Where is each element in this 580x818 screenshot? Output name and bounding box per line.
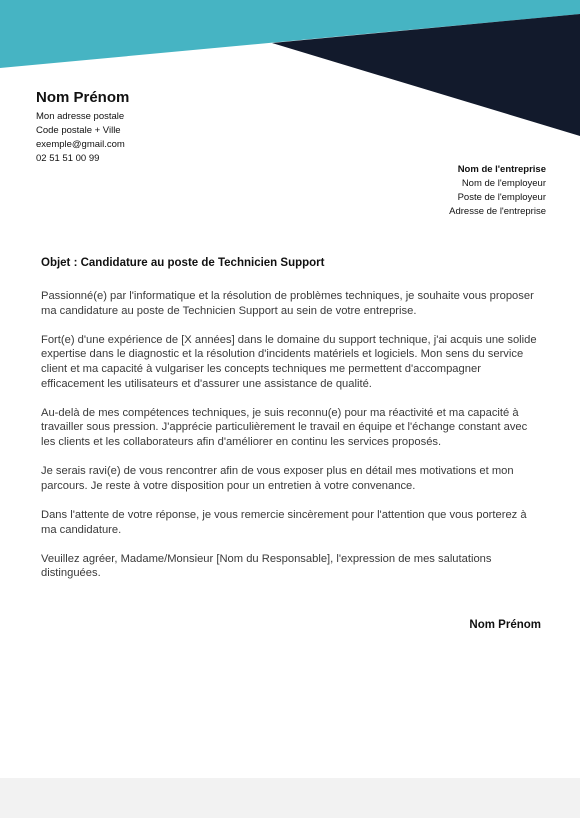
recipient-company: Nom de l'entreprise: [457, 164, 546, 175]
letter-paragraph: Fort(e) d'une expérience de [X années] dans le domaine du support technique, j'ai acquis une solide expertise dans le diagnostic et la résolution d'incidents matériels et logiciels. Mon sens du service client et ma capacité à vulgariser les concepts techniques me permettent d'accompagner efficacement les utilisateurs et d'assurer une assistance de qualité.: [41, 333, 537, 390]
letter-paragraph: Passionné(e) par l'informatique et la résolution de problèmes techniques, je souhaite vous proposer ma candidature au poste de Technicien Support au sein de votre entreprise.: [41, 290, 534, 317]
signature: Nom Prénom: [469, 619, 541, 631]
recipient-address: Adresse de l'entreprise: [449, 206, 546, 217]
letter-body: [41, 289, 541, 595]
letter-paragraph: Je serais ravi(e) de vous rencontrer afin de vous exposer plus en détail mes motivations et mon parcours. Je reste à votre disposition pour un entretien à votre convenance.: [41, 465, 514, 492]
sender-block: [36, 88, 129, 166]
sender-name: Nom Prénom: [36, 89, 130, 106]
sender-phone: 02 51 51 00 99: [36, 153, 100, 164]
letter-paragraph: Veuillez agréer, Madame/Monsieur [Nom du Responsable], l'expression de mes salutations distinguées.: [41, 552, 492, 580]
recipient-employer: Nom de l'employeur: [461, 178, 546, 189]
recipient-position: Poste de l'employeur: [457, 192, 546, 203]
sender-address: Mon adresse postale: [36, 111, 125, 122]
letter-subject: Objet : Candidature au poste de Technicien Support: [41, 257, 325, 269]
recipient-block: [449, 163, 546, 219]
letter-paragraph: Au-delà de mes compétences techniques, je suis reconnu(e) pour ma réactivité et ma capacité à travailler sous pression. J'apprécie particulièrement le travail en équipe et l'échange constant avec les clients et les collaborateurs afin d'améliorer en continu les services proposés.: [41, 406, 528, 448]
sender-city: Code postale + Ville: [36, 125, 121, 136]
letter-paragraph: Dans l'attente de votre réponse, je vous remercie sincèrement pour l'attention que vous porterez à ma candidature.: [41, 508, 527, 536]
sender-email: exemple@gmail.com: [36, 139, 125, 150]
